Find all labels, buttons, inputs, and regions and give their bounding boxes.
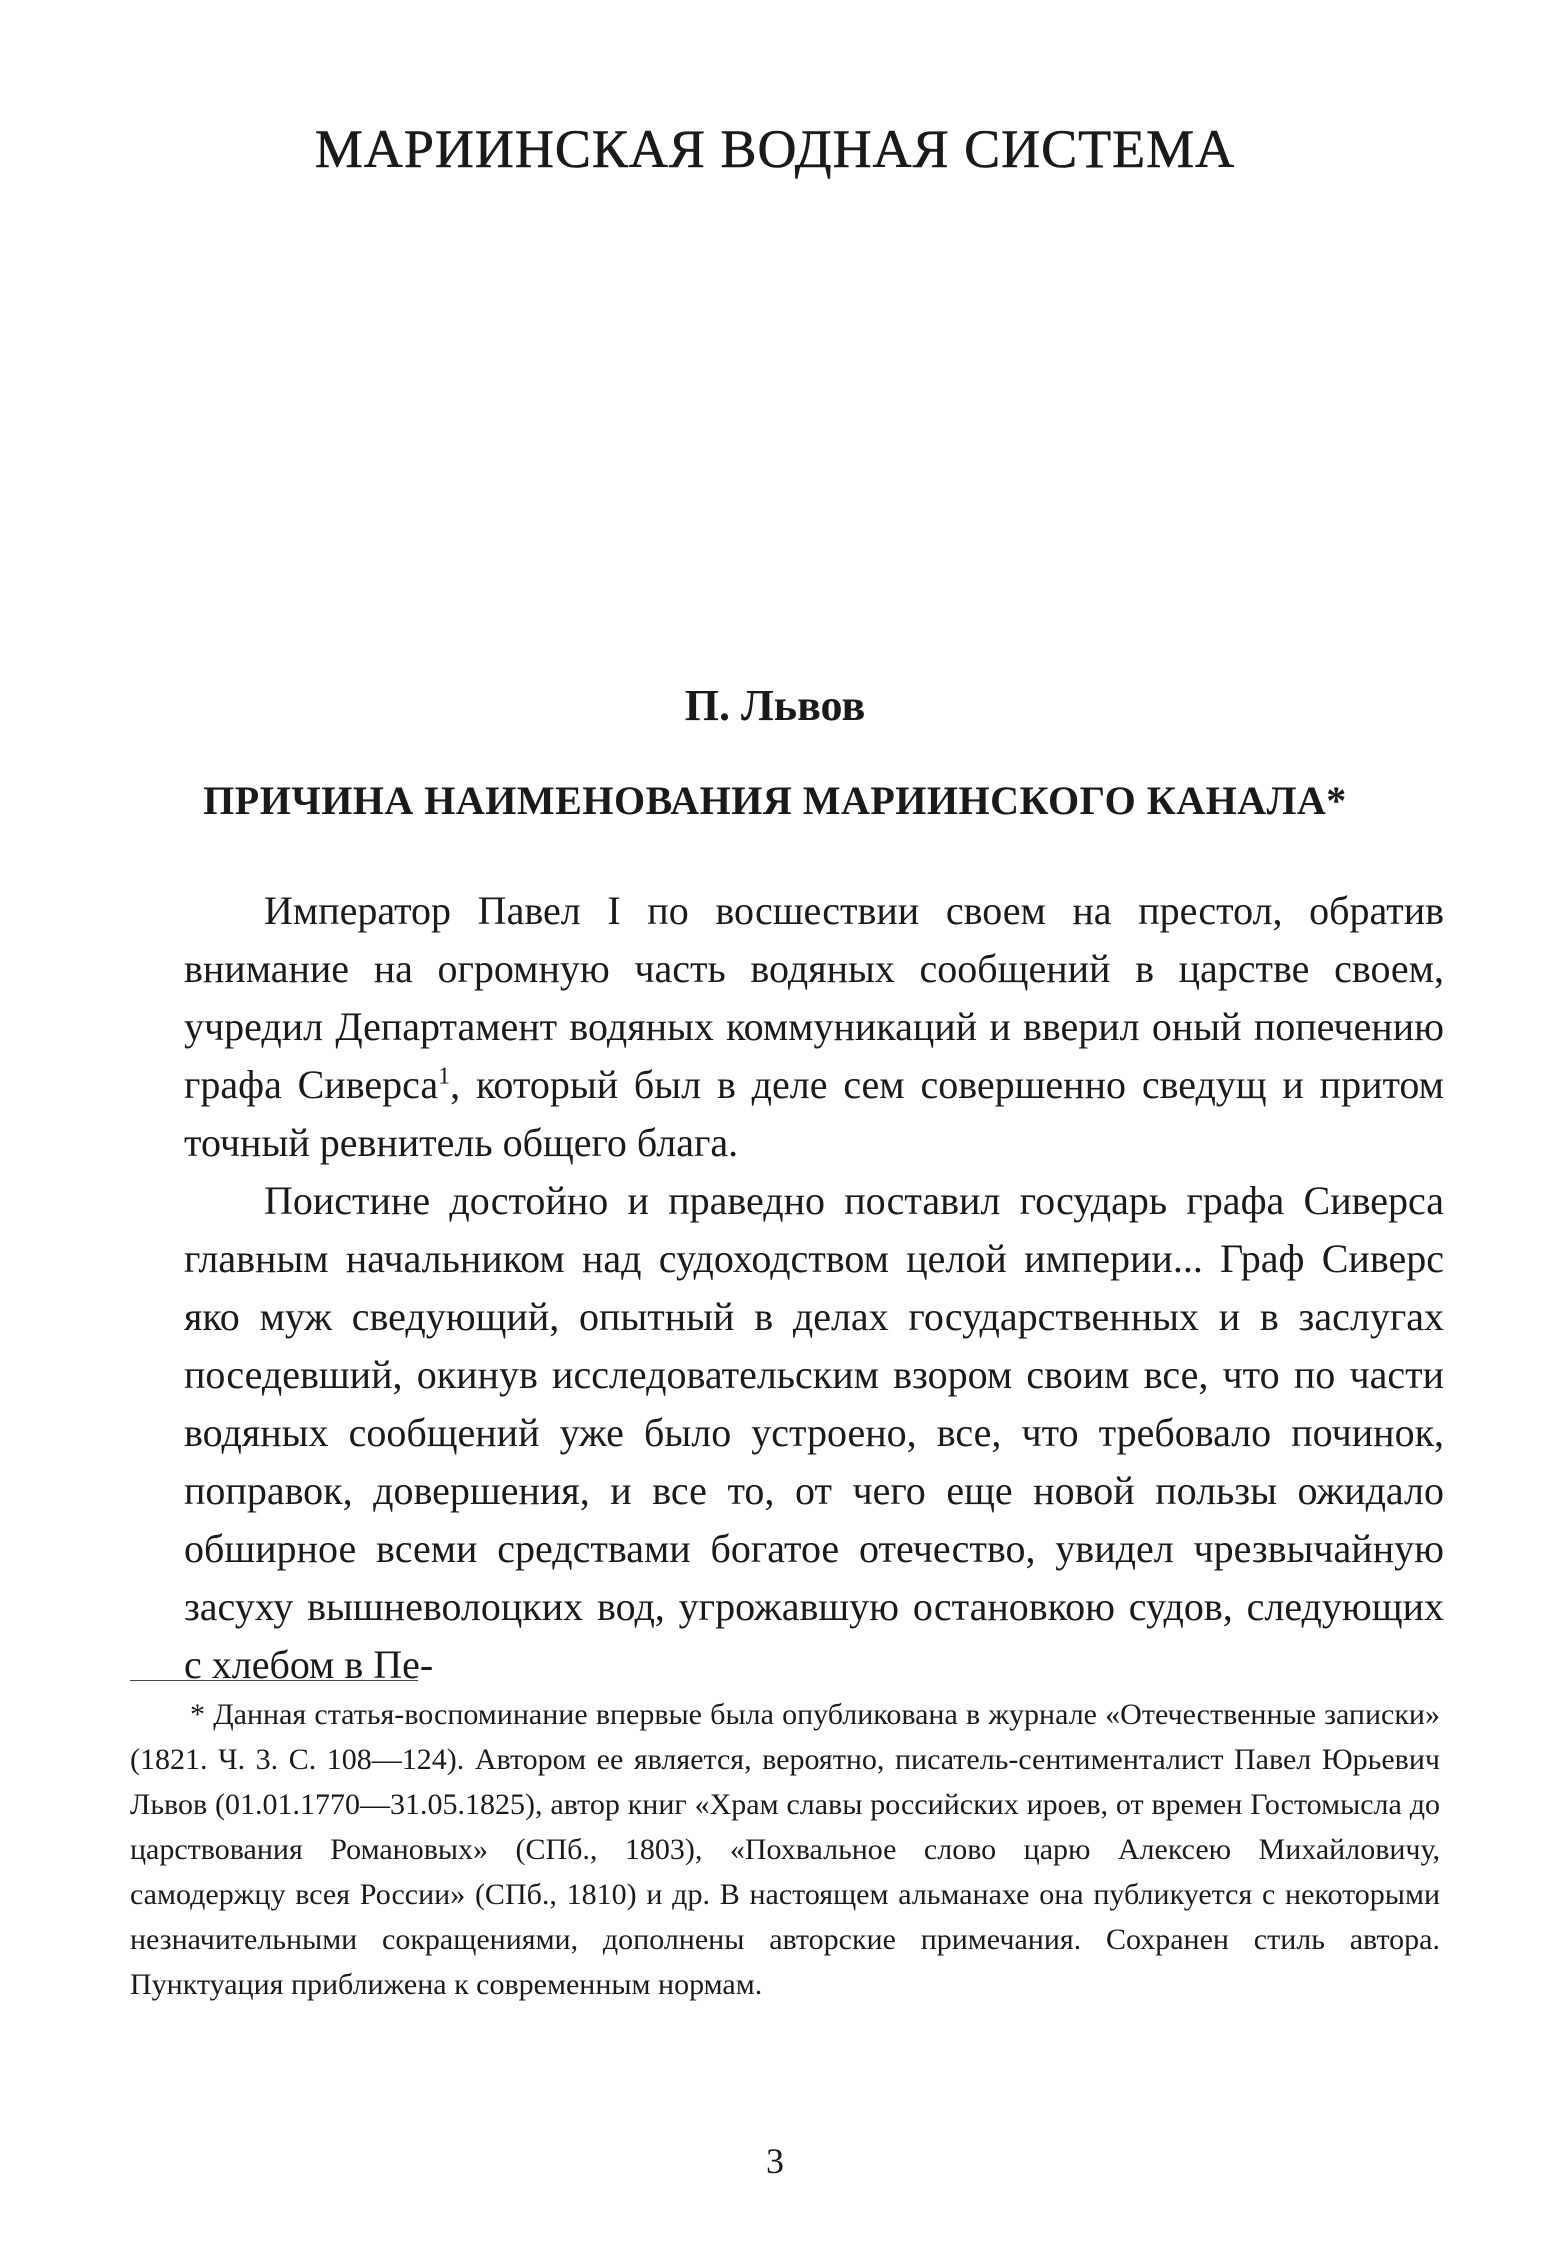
paragraph-1-text: Император Павел I по восшествии своем на престол, обратив внимание на огромную часть водяных сообщений в царстве своем, учредил Департамент водяных коммуникаций и вверил оный попечению графа Сиверса xyxy=(184,888,1444,1107)
article-body xyxy=(184,882,1444,1694)
article-author: П. Львов xyxy=(684,681,866,730)
footnote: * Данная статья-воспоминание впервые была опубликована в журнале «Отечественные записки» (1821. Ч. 3. С. 108—124). Автором ее является, вероятно, писатель-сентименталист Павел Юрьевич Львов (01.01.1770—31.05.1825), автор книг «Храм славы российских ироев, от времен Гостомысла до царствования Романовых» (СПб., 1803), «Похвальное слово царю Алексею Михайловичу, самодержцу всея России» (СПб., 1810) и др. В настоящем альманахе она публикуется с некоторыми незначительными сокращениями, дополнены авторские примечания. Сохранен стиль автора. Пунктуация приближена к современным нормам. xyxy=(130,1698,1440,2001)
footnote-ref: 1 xyxy=(438,1063,451,1090)
footnote-divider xyxy=(130,1680,418,1681)
section-title: МАРИИНСКАЯ ВОДНАЯ СИСТЕМА xyxy=(314,119,1236,179)
page-number: 3 xyxy=(766,2141,784,2181)
paragraph-1 xyxy=(184,882,1444,1172)
paragraph-2: Поистине достойно и праведно поставил государь графа Сиверса главным начальником над судоходством целой империи... Граф Сиверс яко муж сведующий, опытный в делах государственных и в заслугах поседевший, окинув исследовательским взором своим все, что по части водяных сообщений уже было устроено, все, что требовало починок, поправок, довершения, и все то, от чего еще новой пользы ожидало обширное всеми средствами богатое отечество, увидел чрезвычайную засуху вышневолоцких вод, угрожавшую остановкою судов, следующих с хлебом в Пе- xyxy=(184,1178,1444,1687)
article-title: ПРИЧИНА НАИМЕНОВАНИЯ МАРИИНСКОГО КАНАЛА* xyxy=(203,778,1347,823)
paragraph-1-text-continued: , который был в деле сем совершенно сведущ и притом точный ревнитель общего блага. xyxy=(184,1062,1444,1165)
